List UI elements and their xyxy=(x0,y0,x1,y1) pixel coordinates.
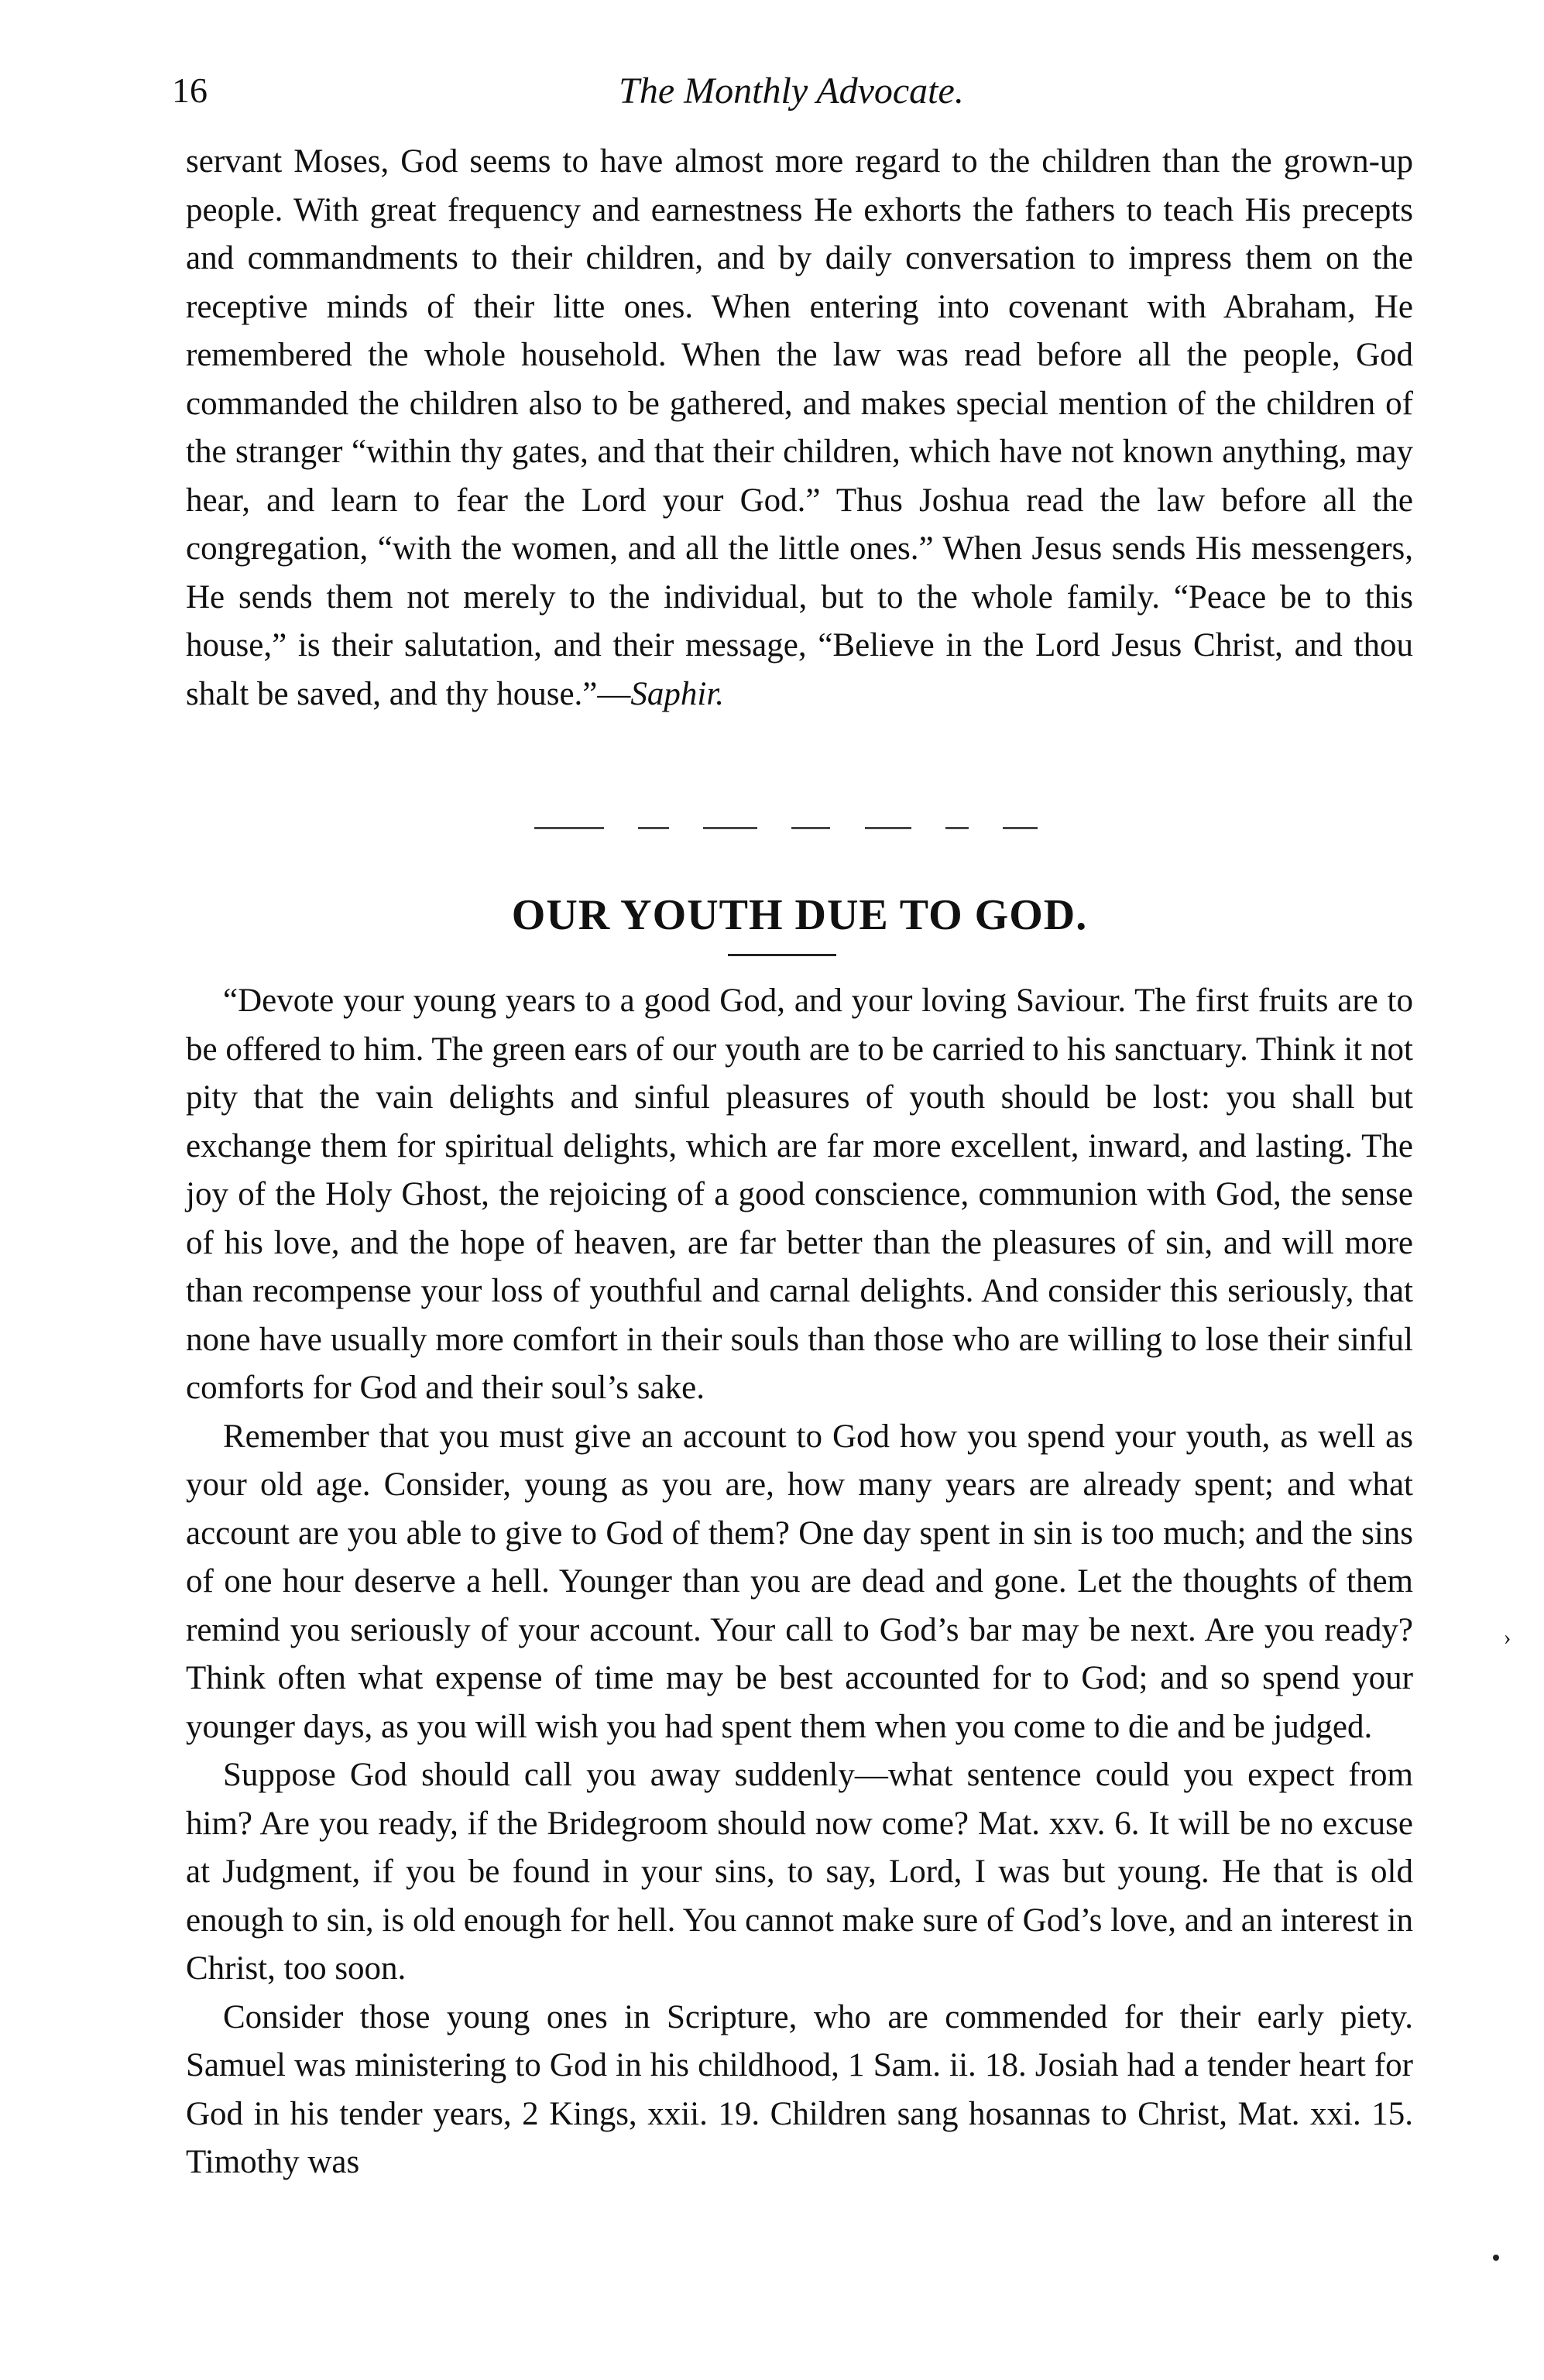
margin-dot xyxy=(1493,2255,1499,2261)
paragraph: Consider those young ones in Scripture, who are commended for their early piety. Samuel was ministering to God in his childhood, 1 Sam. ii. 18. Josiah had a tender heart for God in his tender years, 2 Kings, xxii. 19. Children sang hosannas to Christ, Mat. xxi. 15. Timothy was xyxy=(186,1998,1413,2180)
running-head xyxy=(172,70,1411,124)
paragraph: Remember that you must give an account to God how you spend your youth, as well as your old age. Consider, young as you are, how many years are already spent; and what account are you able to give to God of them? One day spent in sin is too much; and the sins of one hour deserve a hell. Younger than you are dead and gone. Let the thoughts of them remind you seriously of your account. Your call to God’s bar may be next. Are you ready? Think often what expense of time may be best accounted for to God; and so spend your younger days, as you will wish you had spent them when you come to die and be judged. xyxy=(186,1418,1413,1745)
page-number: 16 xyxy=(172,70,208,110)
heading-underline xyxy=(728,954,836,956)
continued-passage xyxy=(186,138,1413,718)
section-body xyxy=(186,977,1413,2187)
journal-title: The Monthly Advocate. xyxy=(619,70,964,111)
section-heading: OUR YOUTH DUE TO GOD. xyxy=(511,891,1088,939)
ornamental-divider xyxy=(534,827,1038,832)
paragraph: “Devote your young years to a good God, and your loving Saviour. The first fruits are to be offered to him. The green ears of our youth are to be carried to his sanctuary. Think it not pity that the vain delights and sinful pleasures of youth should be lost: you shall but exchange them for spiritual delights, which are far more excellent, inward, and lasting. The joy of the Holy Ghost, the rejoicing of a good conscience, communion with God, the sense of his love, and the hope of heaven, are far better than the pleasures of sin, and will more than recompense your loss of youthful and carnal delights. And consider this seriously, that none have usually more comfort in their souls than those who are willing to lose their sinful comforts for God and their soul’s sake. xyxy=(186,983,1413,1406)
paragraph xyxy=(186,138,1413,718)
paragraph-text: servant Moses, God seems to have almost more regard to the children than the grown-up people. With great frequency and earnestness He exhorts the fathers to teach His precepts and commandments to their children, and by daily conversation to impress them on the receptive minds of their litte ones. When entering into covenant with Abraham, He remembered the whole household. When the law was read before all the people, God commanded the children also to be gathered, and makes special mention of the children of the stranger “within thy gates, and that their children, which have not known anything, may hear, and learn to fear the Lord your God.” Thus Joshua read the law before all the congregation, “with the women, and all the little ones.” When Jesus sends His messengers, He sends them not merely to the individual, but to the whole family. “Peace be to this house,” is their salutation, and their message, “Believe in the Lord Jesus Christ, and thou shalt be saved, and thy house.”— xyxy=(186,143,1413,712)
attribution: Saphir. xyxy=(630,675,725,712)
margin-mark: › xyxy=(1504,1626,1511,1650)
paragraph: Suppose God should call you away suddenly—what sentence could you expect from him? Are you ready, if the Bridegroom should now come? Mat. xxv. 6. It will be no excuse at Judgment, if you be found in your sins, to say, Lord, I was but young. He that is old enough to sin, is old enough for hell. You cannot make sure of God’s love, and an interest in Christ, too soon. xyxy=(186,1757,1413,1987)
